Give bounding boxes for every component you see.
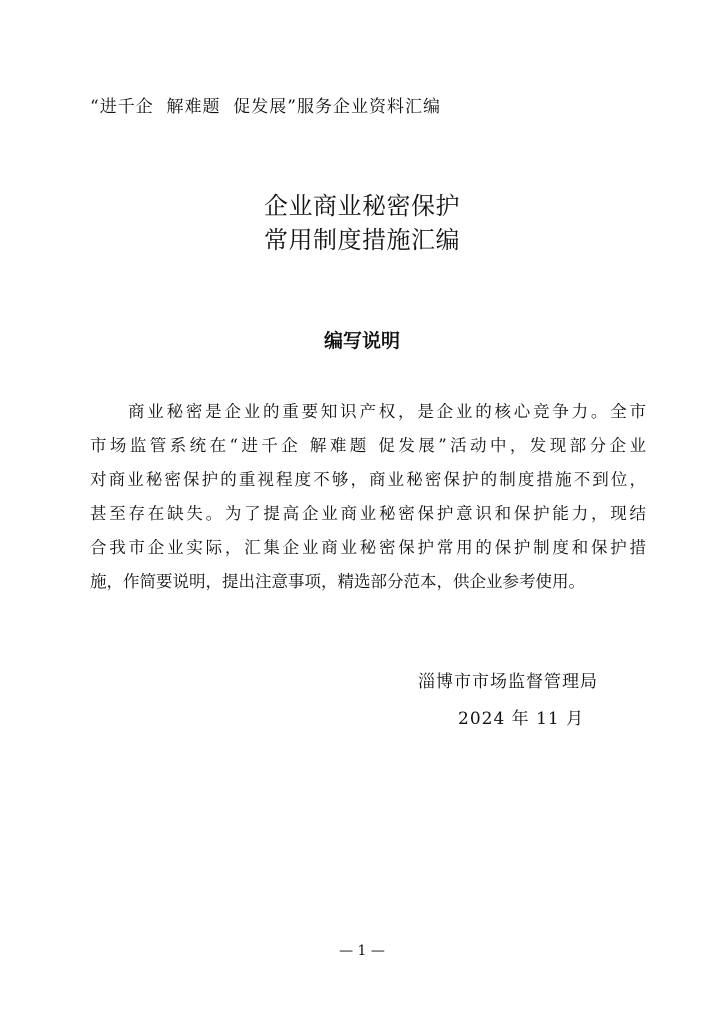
issue-date: 2024 年 11 月 [458, 709, 585, 729]
paragraph-line-1: 商业秘密是企业的重要知识产权，是企业的核心竞争力。全市 [128, 402, 646, 421]
paragraph-line-3: 对商业秘密保护的重视程度不够，商业秘密保护的制度措施不到位， [90, 470, 646, 489]
series-header: “进千企 解难题 促发展”服务企业资料汇编 [90, 97, 441, 117]
issuing-organization: 淄博市市场监督管理局 [418, 672, 598, 692]
paragraph-line-5: 合我市企业实际，汇集企业商业秘密保护常用的保护制度和保护措 [90, 538, 646, 557]
paragraph-line-2: 市场监管系统在“进千企 解难题 促发展”活动中，发现部分企业 [90, 436, 646, 455]
paragraph-line-4: 甚至存在缺失。为了提高企业商业秘密保护意识和保护能力，现结 [90, 504, 646, 523]
paragraph-line-6: 施，作简要说明，提出注意事项，精选部分范本，供企业参考使用。 [90, 572, 585, 591]
section-heading: 编写说明 [323, 330, 400, 352]
document-title-line-2: 常用制度措施汇编 [264, 226, 460, 254]
page-number: — 1 — [339, 943, 385, 959]
document-title-line-1: 企业商业秘密保护 [264, 192, 460, 220]
